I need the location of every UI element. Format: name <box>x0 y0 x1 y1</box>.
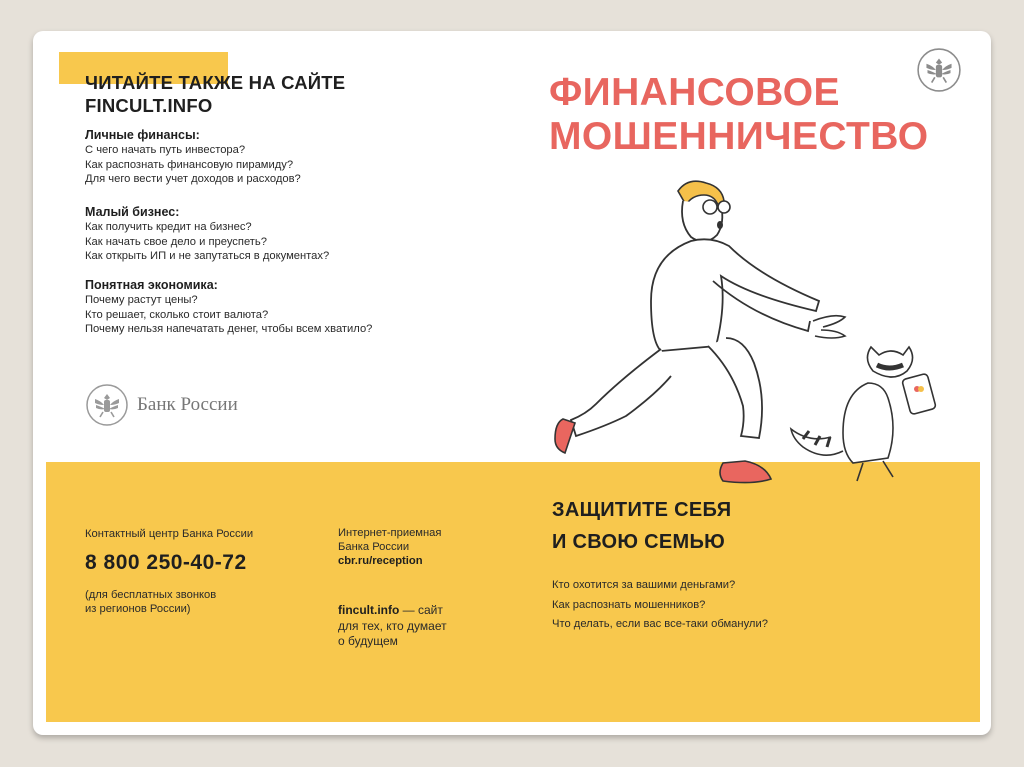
read-also-line1: ЧИТАЙТЕ ТАКЖЕ НА САЙТЕ <box>85 72 346 93</box>
title-line1: ФИНАНСОВОЕ <box>549 71 840 114</box>
section-heading: Малый бизнес: <box>85 205 180 219</box>
reception-line1: Интернет-приемная <box>338 527 442 539</box>
brochure-questions <box>552 576 768 635</box>
read-also-line2: FINCULT.INFO <box>85 95 213 116</box>
section-question: Как распознать финансовую пирамиду? <box>85 158 294 171</box>
protect-heading <box>552 494 731 558</box>
section-small-business <box>85 205 445 264</box>
internet-reception <box>338 526 441 568</box>
bank-of-russia-logo <box>85 383 238 427</box>
fincult-line3: о будущем <box>338 634 398 648</box>
section-question: Кто решает, сколько стоит валюта? <box>85 308 269 321</box>
eagle-emblem-icon <box>85 383 129 427</box>
read-also-heading <box>85 71 445 117</box>
bank-name: Банк России <box>137 394 238 415</box>
section-question: Как открыть ИП и не запутаться в документах? <box>85 250 330 263</box>
section-question: Для чего вести учет доходов и расходов? <box>85 173 301 186</box>
section-question: Почему растут цены? <box>85 294 198 306</box>
free-call-note <box>85 588 285 616</box>
protect-line2: И СВОЮ СЕМЬЮ <box>552 531 726 553</box>
reception-link[interactable]: cbr.ru/reception <box>338 555 423 567</box>
contact-center-label: Контактный центр Банка России <box>85 528 254 540</box>
free-call-line1: (для бесплатных звонков <box>85 589 217 601</box>
title-line2: МОШЕННИЧЕСТВО <box>549 115 929 158</box>
section-economics <box>85 278 445 337</box>
section-question: Как получить кредит на бизнес? <box>85 221 252 233</box>
fincult-link[interactable]: fincult.info <box>338 603 400 617</box>
fincult-line2: для тех, кто думает <box>338 618 447 633</box>
phone-number[interactable]: 8 800 250-40-72 <box>85 551 247 574</box>
page-title <box>549 71 929 159</box>
man-chasing-raccoon-illustration <box>523 171 943 491</box>
question-item: Кто охотится за вашими деньгами? <box>552 579 736 591</box>
eagle-emblem-icon <box>916 47 962 93</box>
reception-line2: Банка России <box>338 541 410 553</box>
free-call-line2: из регионов России) <box>85 603 191 615</box>
section-heading: Понятная экономика: <box>85 278 218 292</box>
section-personal-finance <box>85 128 445 187</box>
question-item: Как распознать мошенников? <box>552 598 706 611</box>
section-question: Почему нельзя напечатать денег, чтобы всем хватило? <box>85 323 373 336</box>
question-item: Что делать, если вас все-таки обманули? <box>552 618 768 630</box>
section-question: С чего начать путь инвестора? <box>85 144 246 156</box>
fincult-note <box>338 603 488 650</box>
fincult-line1-rest: — сайт <box>399 603 443 617</box>
brochure-card <box>33 31 991 735</box>
section-question: Как начать свое дело и преуспеть? <box>85 235 267 248</box>
section-heading: Личные финансы: <box>85 128 200 142</box>
protect-line1: ЗАЩИТИТЕ СЕБЯ <box>552 499 732 521</box>
